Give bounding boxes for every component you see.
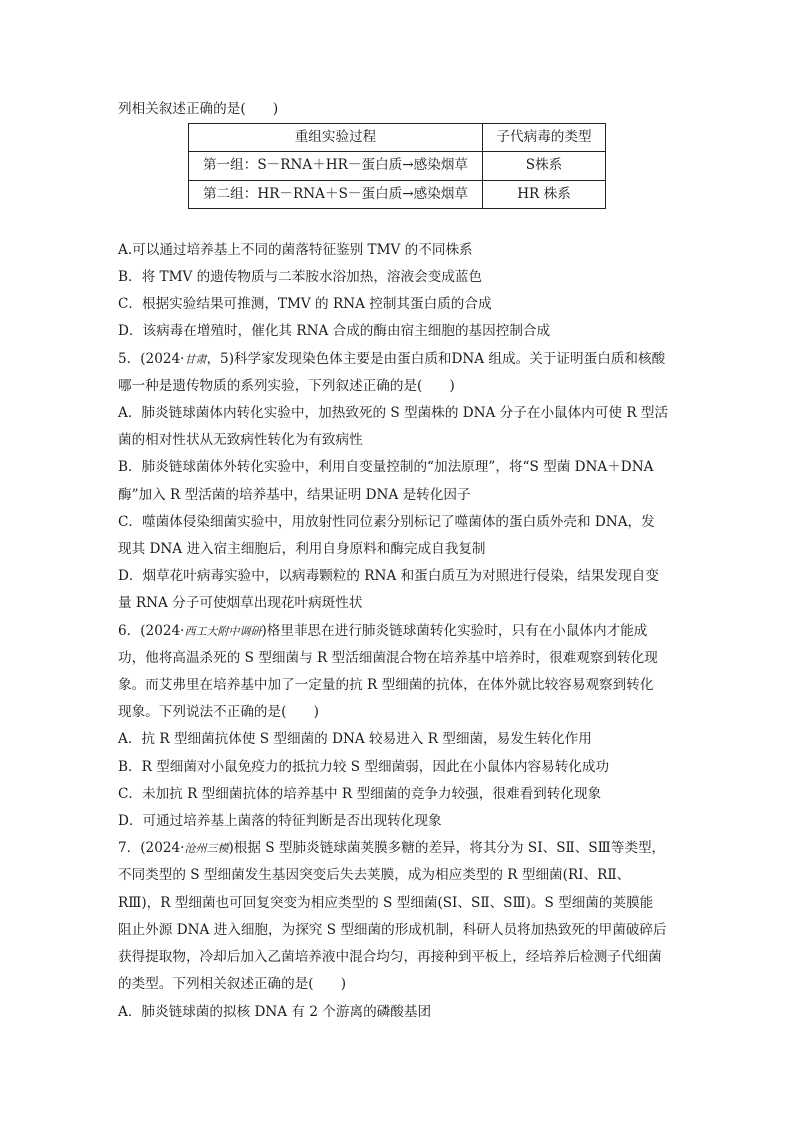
q5-option-c-cont: 现其 DNA 进入宿主细胞后，利用自身原料和酶完成自我复制: [118, 541, 486, 558]
q4-option-c: C．根据实验结果可推测，TMV 的 RNA 控制其蛋白质的合成: [118, 296, 492, 313]
table-cell: S株系: [483, 152, 606, 180]
q6-option-b: B．R 型细菌对小鼠免疫力的抵抗力较 S 型细菌弱，因此在小鼠体内容易转化成功: [118, 758, 610, 775]
table-row: [189, 180, 606, 208]
recombination-table: [188, 123, 606, 209]
q6-number: 6．(2024·: [118, 622, 185, 639]
table-header-row: [189, 124, 606, 152]
q7-stem-line: RⅢ)，R 型细菌也可回复突变为相应类型的 S 型细菌(SⅠ、SⅡ、SⅢ)。S 型细菌的荚膜能: [118, 894, 654, 911]
q4-option-b: B．将 TMV 的遗传物质与二苯胺水浴加热，溶液会变成蓝色: [118, 269, 483, 286]
q5-option-a-cont: 菌的相对性状从无致病性转化为有致病性: [118, 432, 363, 449]
table-row: [189, 152, 606, 180]
q5-option-b: B．肺炎链球菌体外转化实验中，利用自变量控制的“加法原理”，将“S 型菌 DNA＋DNA: [118, 459, 654, 476]
q7-stem-line: 的类型。下列相关叙述正确的是( ): [118, 976, 347, 993]
q7-stem-text: )根据 S 型肺炎链球菌荚膜多糖的差异，将其分为 SⅠ、SⅡ、SⅢ等类型，: [228, 840, 666, 857]
q5-option-d-cont: 量 RNA 分子可使烟草出现花叶病斑性状: [118, 595, 363, 612]
table-cell: 第二组：HR－RNA＋S－蛋白质→感染烟草: [189, 180, 483, 208]
q7-source: 沧州三模: [184, 842, 229, 856]
q5-source: 甘肃: [184, 352, 207, 366]
document-page: [118, 96, 680, 1026]
q7-stem-line: 阻止外源 DNA 进入细胞，为探究 S 型细菌的形成机制，科研人员将加热致死的甲菌破碎后: [118, 921, 667, 938]
q5-stem-text: ，5)科学家发现染色体主要是由蛋白质和DNA 组成。关于证明蛋白质和核酸: [206, 350, 666, 367]
q5-option-a: A．肺炎链球菌体内转化实验中，加热致死的 S 型菌株的 DNA 分子在小鼠体内可使 R 型活: [118, 405, 669, 422]
table-header-cell: 子代病毒的类型: [483, 124, 606, 152]
q6-stem-line: 功，他将高温杀死的 S 型细菌与 R 型活细菌混合物在培养基中培养时，很难观察到转化现: [118, 649, 658, 666]
question-4-stem-tail: 列相关叙述正确的是( ): [118, 101, 279, 117]
q7-stem: [118, 835, 680, 862]
q6-option-c: C．未加抗 R 型细菌抗体的培养基中 R 型细菌的竞争力较强，很难看到转化现象: [118, 785, 602, 802]
q6-option-a: A．抗 R 型细菌抗体使 S 型细菌的 DNA 较易进入 R 型细菌，易发生转化作用: [118, 731, 592, 748]
table-cell: 第一组：S－RNA＋HR－蛋白质→感染烟草: [189, 152, 483, 180]
q5-option-c: C．噬菌体侵染细菌实验中，用放射性同位素分别标记了噬菌体的蛋白质外壳和 DNA，发: [118, 513, 655, 530]
q5-option-b-cont: 酶”加入 R 型活菌的培养基中，结果证明 DNA 是转化因子: [118, 486, 471, 503]
q5-stem-line: 哪一种是遗传物质的系列实验，下列叙述正确的是( ): [118, 377, 455, 394]
q6-stem-line: 现象。下列说法不正确的是( ): [118, 704, 319, 721]
q7-stem-line: 不同类型的 S 型细菌发生基因突变后失去荚膜，成为相应类型的 R 型细菌(RⅠ、RⅡ、: [118, 867, 631, 884]
q6-option-d: D．可通过培养基上菌落的特征判断是否出现转化现象: [118, 813, 442, 830]
q6-stem-text: )格里菲思在进行肺炎链球菌转化实验时，只有在小鼠体内才能成: [261, 622, 648, 639]
table-header-cell: 重组实验过程: [189, 124, 483, 152]
q4-option-d: D．该病毒在增殖时，催化其 RNA 合成的酶由宿主细胞的基因控制合成: [118, 323, 551, 340]
q7-option-a: A．肺炎链球菌的拟核 DNA 有 2 个游离的磷酸基团: [118, 1003, 432, 1020]
q5-stem: [118, 346, 680, 373]
q4-option-a: A.可以通过培养基上不同的菌落特征鉴别 TMV 的不同株系: [118, 241, 473, 258]
q6-source: 西工大附中调研: [184, 624, 262, 638]
q5-option-d: D．烟草花叶病毒实验中，以病毒颗粒的 RNA 和蛋白质互为对照进行侵染，结果发现自变: [118, 568, 659, 585]
q5-number: 5．(2024·: [118, 350, 185, 367]
q7-number: 7．(2024·: [118, 840, 185, 857]
q6-stem-line: 象。而艾弗里在培养基中加了一定量的抗 R 型细菌的抗体，在体外就比较容易观察到转化: [118, 677, 654, 694]
q7-stem-line: 获得提取物，冷却后加入乙菌培养液中混合均匀，再接种到平板上，经培养后检测子代细菌: [118, 949, 662, 966]
table-cell: HR 株系: [483, 180, 606, 208]
q6-stem: [118, 618, 680, 645]
